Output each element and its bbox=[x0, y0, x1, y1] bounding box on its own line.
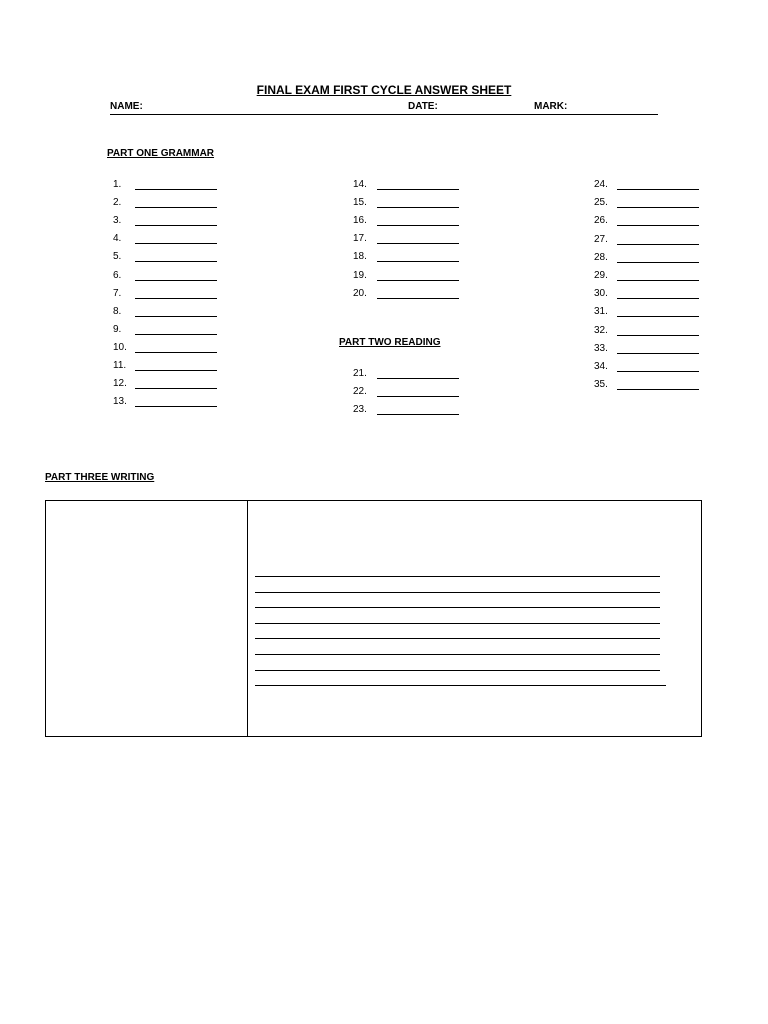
writing-line[interactable] bbox=[255, 623, 660, 624]
answer-blank[interactable] bbox=[617, 262, 699, 263]
answer-blank[interactable] bbox=[135, 334, 217, 335]
question-number: 15. bbox=[353, 197, 367, 209]
question-number: 25. bbox=[594, 197, 608, 209]
answer-blank[interactable] bbox=[135, 352, 217, 353]
answer-blank[interactable] bbox=[377, 261, 459, 262]
question-number: 6. bbox=[113, 269, 122, 281]
answer-blank[interactable] bbox=[617, 371, 699, 372]
part-two-heading: PART TWO READING bbox=[339, 337, 441, 348]
mark-label: MARK: bbox=[534, 101, 568, 112]
answer-blank[interactable] bbox=[377, 414, 459, 415]
question-number: 22. bbox=[353, 386, 367, 397]
answer-blank[interactable] bbox=[617, 298, 699, 299]
question-number: 35. bbox=[594, 379, 608, 391]
answer-blank[interactable] bbox=[617, 244, 699, 245]
part-three-heading: PART THREE WRITING bbox=[45, 472, 155, 483]
writing-box bbox=[45, 500, 702, 737]
student-info-row bbox=[110, 101, 658, 115]
answer-blank[interactable] bbox=[617, 280, 699, 281]
answer-blank[interactable] bbox=[135, 280, 217, 281]
question-number: 3. bbox=[113, 215, 122, 227]
answer-blank[interactable] bbox=[617, 207, 699, 208]
question-number: 10. bbox=[113, 341, 127, 353]
question-number: 21. bbox=[353, 368, 367, 379]
question-number: 20. bbox=[353, 287, 367, 299]
question-number: 12. bbox=[113, 378, 127, 390]
question-number: 9. bbox=[113, 323, 122, 335]
question-number: 11. bbox=[113, 360, 127, 371]
answer-blank[interactable] bbox=[617, 335, 699, 336]
question-number: 28. bbox=[594, 251, 608, 263]
answer-blank[interactable] bbox=[135, 298, 217, 299]
answer-blank[interactable] bbox=[135, 225, 217, 226]
answer-blank[interactable] bbox=[617, 189, 699, 190]
writing-line[interactable] bbox=[255, 592, 660, 593]
question-number: 13. bbox=[113, 396, 127, 408]
answer-blank[interactable] bbox=[135, 261, 217, 262]
question-number: 18. bbox=[353, 251, 367, 263]
answer-blank[interactable] bbox=[377, 207, 459, 208]
question-number: 33. bbox=[594, 342, 608, 354]
question-number: 17. bbox=[353, 233, 367, 245]
question-number: 24. bbox=[594, 179, 608, 190]
writing-line[interactable] bbox=[255, 670, 660, 671]
writing-line[interactable] bbox=[255, 607, 660, 608]
question-number: 2. bbox=[113, 197, 122, 209]
writing-line[interactable] bbox=[255, 685, 666, 686]
answer-blank[interactable] bbox=[617, 389, 699, 390]
answer-blank[interactable] bbox=[135, 243, 217, 244]
writing-line[interactable] bbox=[255, 576, 660, 577]
page-title: FINAL EXAM FIRST CYCLE ANSWER SHEET bbox=[256, 83, 512, 97]
question-number: 32. bbox=[594, 324, 608, 336]
question-number: 29. bbox=[594, 270, 608, 281]
question-number: 31. bbox=[594, 306, 608, 318]
name-label: NAME: bbox=[110, 101, 143, 112]
answer-blank[interactable] bbox=[377, 189, 459, 190]
writing-box-divider bbox=[247, 500, 248, 737]
writing-line[interactable] bbox=[255, 654, 660, 655]
answer-blank[interactable] bbox=[135, 189, 217, 190]
answer-blank[interactable] bbox=[135, 316, 217, 317]
answer-blank[interactable] bbox=[617, 316, 699, 317]
answer-blank[interactable] bbox=[135, 388, 217, 389]
answer-blank[interactable] bbox=[617, 225, 699, 226]
question-number: 4. bbox=[113, 233, 122, 245]
part-one-heading: PART ONE GRAMMAR bbox=[107, 148, 215, 159]
question-number: 5. bbox=[113, 251, 122, 263]
answer-blank[interactable] bbox=[377, 378, 459, 379]
answer-blank[interactable] bbox=[135, 370, 217, 371]
question-number: 34. bbox=[594, 361, 608, 372]
question-number: 26. bbox=[594, 215, 608, 227]
question-number: 1. bbox=[113, 179, 122, 190]
answer-blank[interactable] bbox=[377, 280, 459, 281]
date-label: DATE: bbox=[408, 101, 438, 112]
question-number: 16. bbox=[353, 215, 367, 227]
answer-blank[interactable] bbox=[377, 225, 459, 226]
answer-blank[interactable] bbox=[135, 406, 217, 407]
answer-blank[interactable] bbox=[377, 396, 459, 397]
writing-line[interactable] bbox=[255, 638, 660, 639]
question-number: 19. bbox=[353, 269, 367, 281]
question-number: 14. bbox=[353, 179, 367, 190]
answer-blank[interactable] bbox=[617, 353, 699, 354]
answer-blank[interactable] bbox=[377, 243, 459, 244]
question-number: 7. bbox=[113, 287, 122, 299]
question-number: 8. bbox=[113, 305, 122, 317]
answer-blank[interactable] bbox=[135, 207, 217, 208]
question-number: 27. bbox=[594, 233, 608, 245]
question-number: 30. bbox=[594, 288, 608, 300]
question-number: 23. bbox=[353, 404, 367, 415]
answer-blank[interactable] bbox=[377, 298, 459, 299]
